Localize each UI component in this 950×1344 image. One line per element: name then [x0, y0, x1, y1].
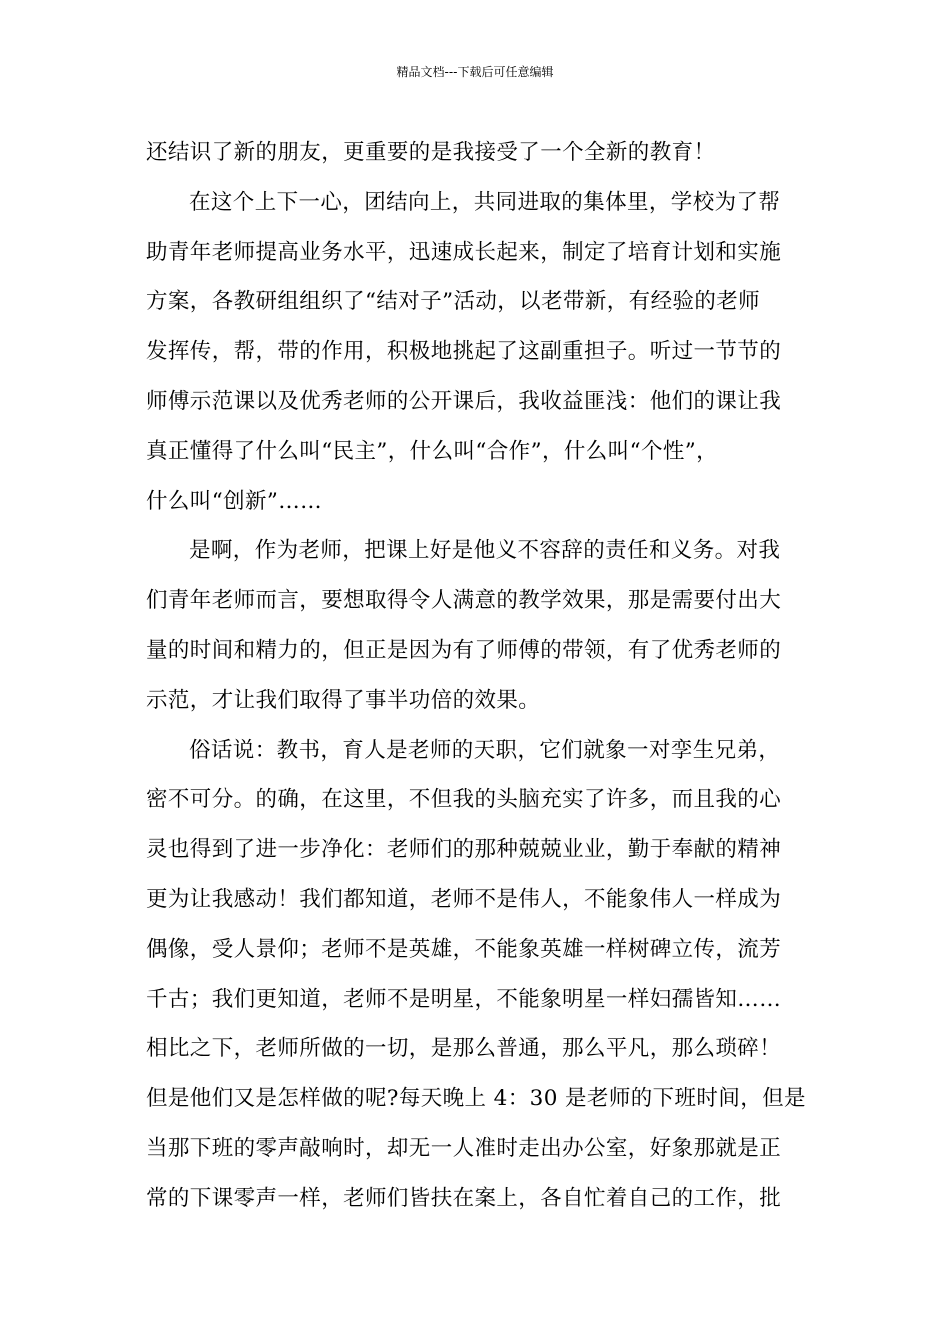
text-line: 当那下班的零声敲响时，却无一人准时走出办公室，好象那就是正	[146, 1135, 782, 1161]
text-line: 更为让我感动！我们都知道，老师不是伟人，不能象伟人一样成为	[146, 886, 782, 912]
text-line: 还结识了新的朋友，更重要的是我接受了一个全新的教育！	[146, 140, 716, 165]
text-line: 密不可分。的确，在这里，不但我的头脑充实了许多，而且我的心	[146, 787, 782, 813]
text-line: 但是他们又是怎样做的呢?每天晚上 4：30 是老师的下班时间，但是	[146, 1086, 806, 1112]
text-line: 助青年老师提高业务水平，迅速成长起来，制定了培育计划和实施	[146, 239, 782, 265]
text-line: 示范，才让我们取得了事半功倍的效果。	[146, 687, 541, 713]
text-line: 师傅示范课以及优秀老师的公开课后，我收益匪浅：他们的课让我	[146, 388, 782, 414]
text-line: 是啊，作为老师，把课上好是他义不容辞的责任和义务。对我	[189, 538, 781, 564]
text-line: 常的下课零声一样，老师们皆扶在案上，各自忙着自己的工作，批	[146, 1185, 782, 1211]
page-header: 精品文档---下载后可任意编辑	[396, 65, 554, 79]
text-line: 们青年老师而言，要想取得令人满意的教学效果，那是需要付出大	[146, 588, 782, 614]
text-line: 相比之下，老师所做的一切，是那么普通，那么平凡，那么琐碎！	[146, 1036, 782, 1062]
text-line: 量的时间和精力的，但正是因为有了师傅的带领，有了优秀老师的	[146, 637, 782, 663]
document-body	[146, 128, 806, 1224]
text-line: 在这个上下一心，团结向上，共同进取的集体里，学校为了帮	[189, 189, 781, 215]
text-line: 什么叫“创新”……	[146, 488, 323, 514]
text-line: 偶像，受人景仰；老师不是英雄，不能象英雄一样树碑立传，流芳	[146, 936, 782, 962]
text-line: 灵也得到了进一步净化：老师们的那种兢兢业业，勤于奉献的精神	[146, 837, 782, 863]
text-line: 真正懂得了什么叫“民主”，什么叫“合作”，什么叫“个性”，	[146, 438, 719, 464]
text-line: 发挥传，帮，带的作用，积极地挑起了这副重担子。听过一节节的	[146, 339, 782, 365]
text-line: 方案，各教研组组织了“结对子”活动，以老带新，有经验的老师	[146, 289, 761, 315]
text-line: 俗话说：教书，育人是老师的天职，它们就象一对孪生兄弟，	[189, 737, 781, 763]
text-line: 千古；我们更知道，老师不是明星，不能象明星一样妇孺皆知……	[146, 986, 782, 1012]
